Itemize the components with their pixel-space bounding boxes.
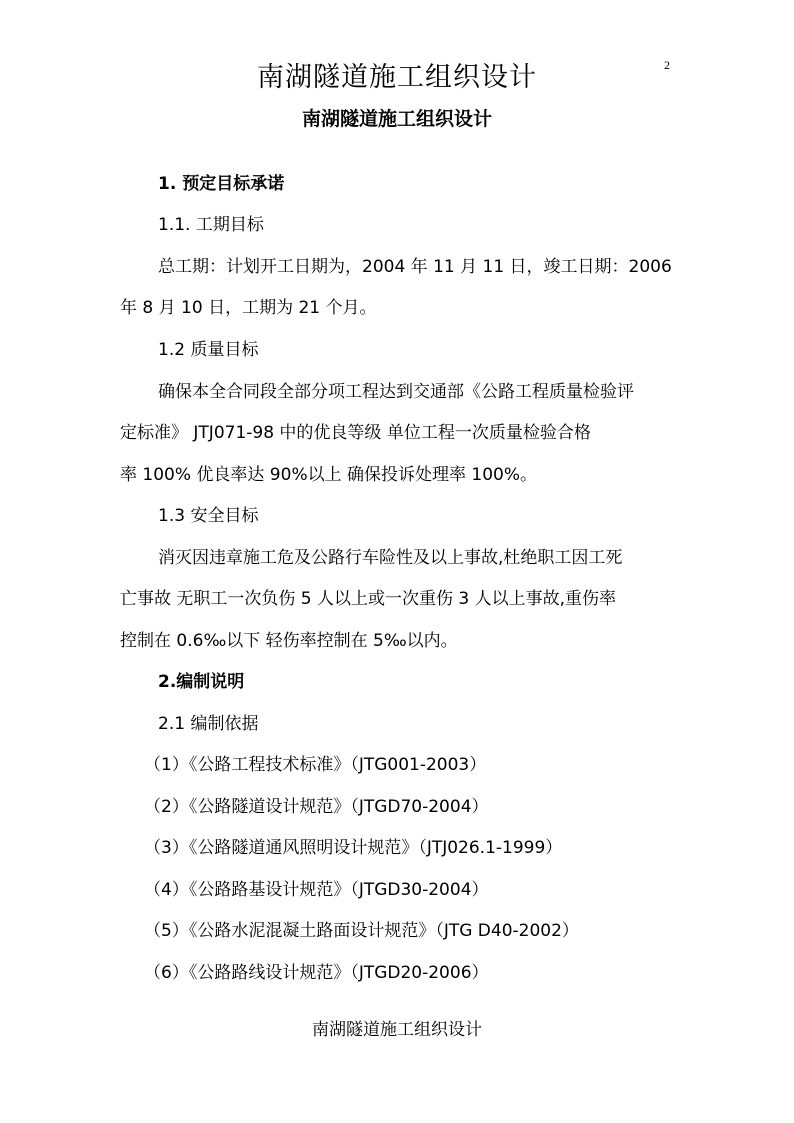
section-2-1-heading: 2.1 编制依据 — [158, 714, 259, 734]
running-footer: 南湖隧道施工组织设计 — [312, 1020, 482, 1040]
document-title: 南湖隧道施工组织设计 — [301, 108, 492, 130]
section-1-3-heading: 1.3 安全目标 — [158, 506, 259, 526]
paragraph-line: 率 100% 优良率达 90%以上 确保投诉处理率 100%。 — [120, 465, 538, 485]
reference-list-item: （5）《公路水泥混凝土路面设计规范》（JTG D40-2002） — [144, 921, 579, 941]
paragraph-line: 控制在 0.6‰以下 轻伤率控制在 5‰以内。 — [120, 631, 458, 651]
running-header-title: 南湖隧道施工组织设计 — [257, 62, 537, 93]
section-1-heading: 1. 预定目标承诺 — [158, 174, 285, 194]
reference-list-item: （4）《公路路基设计规范》（JTGD30-2004） — [144, 880, 489, 900]
paragraph-line: 确保本全合同段全部分项工程达到交通部《公路工程质量检验评 — [158, 382, 634, 402]
page-number: 2 — [664, 58, 670, 72]
reference-list-item: （3）《公路隧道通风照明设计规范》（JTJ026.1-1999） — [144, 838, 563, 858]
paragraph-line: 消灭因违章施工危及公路行车险性及以上事故,杜绝职工因工死 — [158, 548, 623, 568]
paragraph-line: 亡事故 无职工一次负伤 5 人以上或一次重伤 3 人以上事故,重伤率 — [120, 589, 617, 609]
paragraph-line: 定标准》 JTJ071-98 中的优良等级 单位工程一次质量检验合格 — [120, 423, 591, 443]
section-2-heading: 2.编制说明 — [158, 672, 245, 692]
reference-list-item: （6）《公路路线设计规范》（JTGD20-2006） — [144, 963, 489, 983]
paragraph-line: 年 8 月 10 日，工期为 21 个月。 — [120, 298, 377, 318]
reference-list-item: （1）《公路工程技术标准》（JTG001-2003） — [144, 755, 487, 775]
section-1-2-heading: 1.2 质量目标 — [158, 340, 259, 360]
section-1-1-heading: 1.1. 工期目标 — [158, 215, 264, 235]
reference-list-item: （2）《公路隧道设计规范》（JTGD70-2004） — [144, 797, 489, 817]
paragraph-line: 总工期：计划开工日期为，2004 年 11 月 11 日，竣工日期：2006 — [158, 257, 672, 277]
